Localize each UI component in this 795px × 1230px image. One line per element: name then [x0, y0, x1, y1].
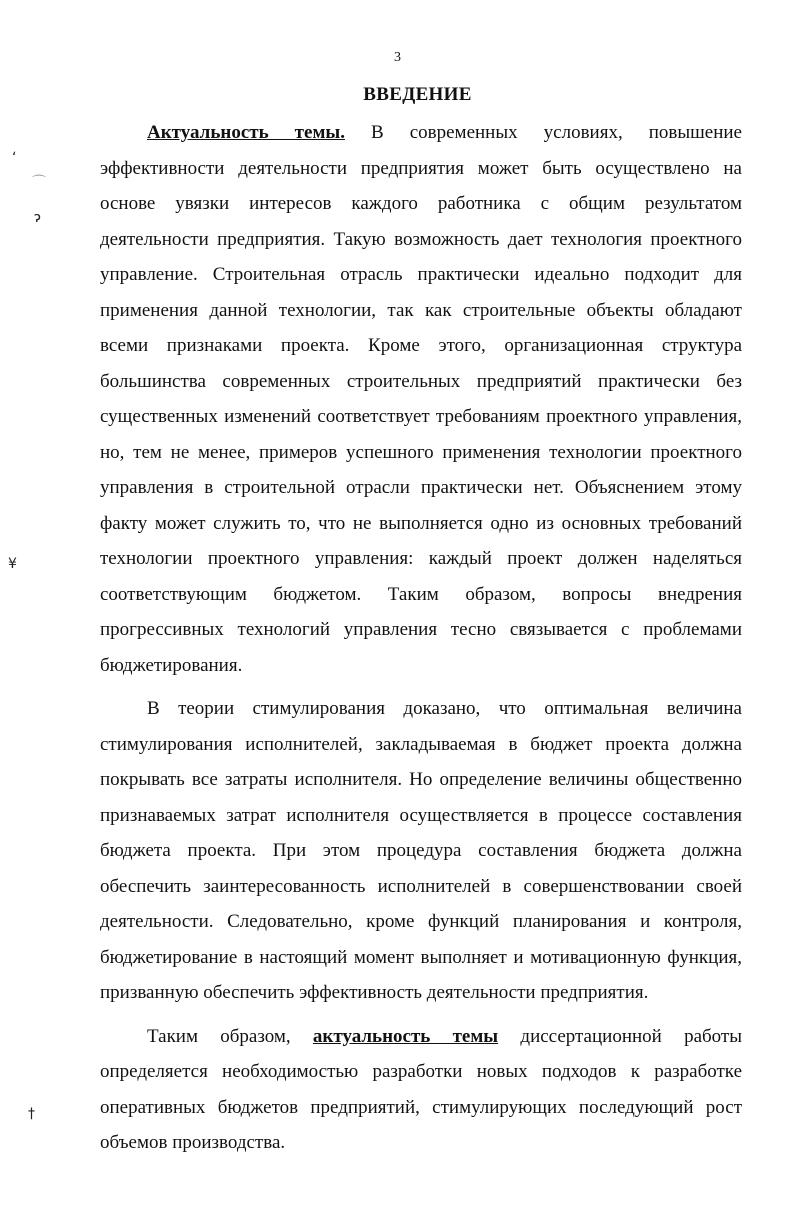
relevance-heading: Актуальность темы. [147, 122, 345, 143]
scan-mark-mid: ¥ [8, 556, 17, 572]
relevance-emphasis: актуальность темы [312, 1025, 499, 1047]
paragraph-relevance [100, 115, 742, 683]
page-number: 3 [394, 50, 401, 65]
paragraph-3-after: диссертационной работы определяется необходимостью разработки новых подходов к разработке оперативных бюджетов предприятий, стимулирующих последующий рост объемов производства. [100, 1025, 742, 1153]
paragraph-stimulation-theory [100, 691, 742, 1011]
paragraph-3-before: Таким образом, [147, 1025, 313, 1047]
paragraph-conclusion [100, 1019, 742, 1161]
page-title: ВВЕДЕНИЕ [363, 84, 472, 105]
paragraph-2-text: В теории стимулирования доказано, что оптимальная величина стимулирования исполнителей, закладываемая в бюджет проекта должна покрывать все затраты исполнителя. Но определение величины общественно признаваемых затрат исполнителя осуществляется в процессе составления бюджета проекта. При этом процедура составления бюджета должна обеспечить заинтересованность исполнителей в совершенствовании своей деятельности. Следовательно, кроме функций планирования и контроля, бюджетирование в настоящий момент выполняет и мотивационную функция, призванную обеспечить эффективность деятельности предприятия. [100, 698, 742, 1003]
document-body [100, 115, 742, 1161]
scan-mark-top-3: ɂ [34, 210, 41, 226]
scan-mark-top-2: ⌒ [32, 175, 46, 191]
scan-mark-bottom: † [28, 1106, 35, 1122]
scan-mark-top: ʻ [12, 150, 17, 166]
paragraph-1-text: В современных условиях, повышение эффективности деятельности предприятия может быть осуществлено на основе увязки интересов каждого работника с общим результатом деятельности предприятия. Такую возможность дает технология проектного управление. Строительная отрасль практически идеально подходит для применения данной технологии, так как строительные объекты обладают всеми признаками проекта. Кроме этого, организационная структура большинства современных строительных предприятий практически без существенных изменений соответствует требованиям проектного управления, но, тем не менее, примеров успешного применения технологии проектного управления в строительной отрасли практически нет. Объяснением этому факту может служить то, что не выполняется одно из основных требований технологии проектного управления: каждый проект должен наделяться соответствующим бюджетом. Таким образом, вопросы внедрения прогрессивных технологий управления тесно связывается с проблемами бюджетирования. [100, 122, 742, 676]
